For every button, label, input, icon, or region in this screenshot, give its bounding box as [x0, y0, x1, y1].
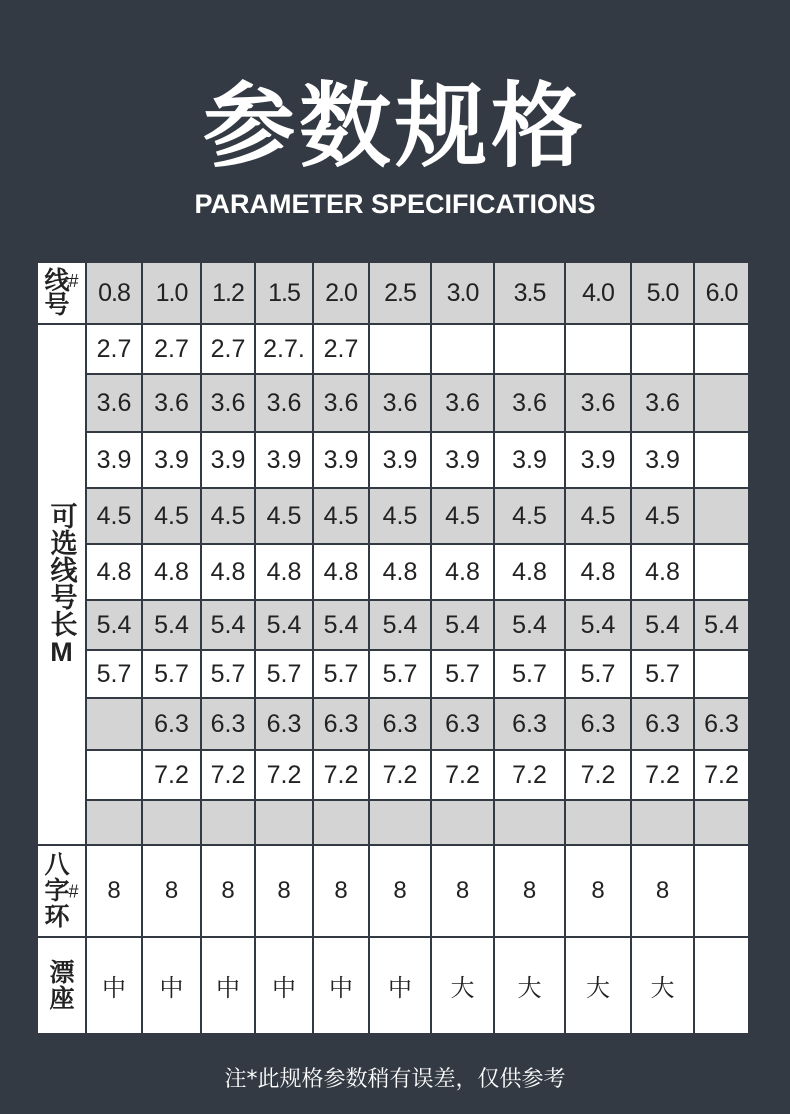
- length-cell: 4.8: [494, 544, 565, 600]
- length-cell: 5.4: [201, 600, 255, 650]
- ring-cell: 8: [631, 845, 694, 937]
- float-cell: 中: [369, 937, 431, 1034]
- spec-table-container: [36, 261, 748, 1026]
- header-label: 线号: [44, 267, 70, 319]
- length-cell: 3.6: [565, 374, 631, 432]
- length-cell: 5.7: [494, 650, 565, 698]
- table-row: [37, 650, 749, 698]
- float-cell: 中: [255, 937, 313, 1034]
- ring-cell: 8: [369, 845, 431, 937]
- length-cell: 3.9: [313, 432, 369, 488]
- length-cell: 4.8: [369, 544, 431, 600]
- length-cell: 4.8: [431, 544, 494, 600]
- length-cell: 5.4: [255, 600, 313, 650]
- length-cell: 4.8: [86, 544, 142, 600]
- table-row: [37, 432, 749, 488]
- float-cell: 中: [313, 937, 369, 1034]
- length-cell: 5.7: [369, 650, 431, 698]
- length-cell: 3.6: [86, 374, 142, 432]
- ring-cell: 8: [142, 845, 201, 937]
- ring-cell: 8: [255, 845, 313, 937]
- length-cell: 5.4: [86, 600, 142, 650]
- length-cell: 3.6: [631, 374, 694, 432]
- length-cell: [694, 544, 749, 600]
- length-cell: [86, 698, 142, 750]
- length-cell: 3.6: [313, 374, 369, 432]
- length-cell: 6.3: [431, 698, 494, 750]
- float-cell: 大: [631, 937, 694, 1034]
- length-cell: [494, 800, 565, 845]
- length-cell: 4.5: [369, 488, 431, 544]
- page-title: 参数规格: [202, 73, 587, 180]
- length-cell: [565, 800, 631, 845]
- float-cell: 中: [201, 937, 255, 1034]
- table-row: [37, 544, 749, 600]
- table-row: [37, 800, 749, 845]
- length-cell: [431, 324, 494, 374]
- table-row: [37, 750, 749, 800]
- table-row: [37, 488, 749, 544]
- length-cell: 3.9: [142, 432, 201, 488]
- length-cell: 6.3: [201, 698, 255, 750]
- length-cell: 4.5: [631, 488, 694, 544]
- length-cell: [86, 750, 142, 800]
- length-cell: [369, 324, 431, 374]
- length-cell: 4.5: [201, 488, 255, 544]
- length-cell: [631, 324, 694, 374]
- length-cell: [565, 324, 631, 374]
- length-cell: 2.7: [313, 324, 369, 374]
- length-cell: 5.4: [694, 600, 749, 650]
- length-cell: 3.6: [142, 374, 201, 432]
- length-cell: 4.8: [565, 544, 631, 600]
- length-cell: 4.8: [631, 544, 694, 600]
- float-cell: 中: [86, 937, 142, 1034]
- ring-cell: 8: [431, 845, 494, 937]
- length-cell: 4.5: [431, 488, 494, 544]
- length-cell: 5.7: [313, 650, 369, 698]
- length-cell: 7.2: [431, 750, 494, 800]
- length-cell: 5.4: [494, 600, 565, 650]
- ring-label-cell: [37, 845, 86, 937]
- length-cell: 2.7: [86, 324, 142, 374]
- length-cell: 5.7: [201, 650, 255, 698]
- side-label-cell: 可选线号长M: [37, 324, 86, 845]
- length-cell: 6.3: [313, 698, 369, 750]
- length-cell: 5.7: [565, 650, 631, 698]
- header-label-cell: [37, 262, 86, 324]
- length-cell: 3.9: [431, 432, 494, 488]
- ring-row: [37, 845, 749, 937]
- thread-size-cell: 3.0: [431, 262, 494, 324]
- length-cell: 3.9: [255, 432, 313, 488]
- length-cell: 7.2: [694, 750, 749, 800]
- length-cell: [694, 650, 749, 698]
- length-cell: 4.5: [313, 488, 369, 544]
- float-cell: 中: [142, 937, 201, 1034]
- length-cell: 4.8: [142, 544, 201, 600]
- thread-size-cell: 1.2: [201, 262, 255, 324]
- length-cell: 6.3: [565, 698, 631, 750]
- table-row: [37, 324, 749, 374]
- thread-size-cell: 0.8: [86, 262, 142, 324]
- length-cell: 4.5: [86, 488, 142, 544]
- ring-cell: [694, 845, 749, 937]
- length-cell: 2.7.: [255, 324, 313, 374]
- length-cell: 2.7: [201, 324, 255, 374]
- length-cell: 7.2: [142, 750, 201, 800]
- thread-size-cell: 5.0: [631, 262, 694, 324]
- length-cell: 6.3: [369, 698, 431, 750]
- length-cell: 6.3: [142, 698, 201, 750]
- length-cell: 5.4: [369, 600, 431, 650]
- length-cell: 3.6: [201, 374, 255, 432]
- length-cell: [694, 324, 749, 374]
- table-header-row: [37, 262, 749, 324]
- length-cell: 7.2: [313, 750, 369, 800]
- length-cell: [255, 800, 313, 845]
- length-cell: 3.6: [255, 374, 313, 432]
- float-cell: 大: [494, 937, 565, 1034]
- length-cell: 3.9: [86, 432, 142, 488]
- length-cell: 7.2: [565, 750, 631, 800]
- length-cell: 3.6: [431, 374, 494, 432]
- ring-cell: 8: [565, 845, 631, 937]
- length-cell: 7.2: [201, 750, 255, 800]
- ring-cell: 8: [86, 845, 142, 937]
- length-cell: 5.7: [255, 650, 313, 698]
- page-subtitle: PARAMETER SPECIFICATIONS: [194, 189, 596, 219]
- header-hash: #: [68, 271, 79, 291]
- length-cell: 4.8: [255, 544, 313, 600]
- thread-size-cell: 4.0: [565, 262, 631, 324]
- ring-cell: 8: [313, 845, 369, 937]
- length-cell: 6.3: [494, 698, 565, 750]
- length-cell: 6.3: [631, 698, 694, 750]
- thread-size-cell: 1.0: [142, 262, 201, 324]
- ring-cell: 8: [494, 845, 565, 937]
- disclaimer-note: 注*此规格参数稍有误差，仅供参考: [224, 1067, 566, 1092]
- float-cell: [694, 937, 749, 1034]
- float-label-cell: [37, 937, 86, 1034]
- length-cell: 6.3: [694, 698, 749, 750]
- length-cell: 4.8: [201, 544, 255, 600]
- length-cell: 3.6: [369, 374, 431, 432]
- length-cell: 2.7: [142, 324, 201, 374]
- length-cell: 4.5: [255, 488, 313, 544]
- length-cell: 5.4: [565, 600, 631, 650]
- length-cell: 7.2: [631, 750, 694, 800]
- length-cell: 3.9: [494, 432, 565, 488]
- length-cell: 4.5: [494, 488, 565, 544]
- length-cell: [431, 800, 494, 845]
- ring-hash: #: [68, 881, 79, 902]
- table-row: [37, 374, 749, 432]
- length-cell: 4.5: [565, 488, 631, 544]
- float-cell: 大: [431, 937, 494, 1034]
- length-cell: 3.9: [631, 432, 694, 488]
- thread-size-cell: 2.0: [313, 262, 369, 324]
- length-cell: 7.2: [369, 750, 431, 800]
- length-cell: 4.5: [142, 488, 201, 544]
- length-cell: 5.7: [431, 650, 494, 698]
- length-cell: 5.4: [431, 600, 494, 650]
- length-cell: [631, 800, 694, 845]
- length-cell: [694, 488, 749, 544]
- length-cell: 7.2: [255, 750, 313, 800]
- length-cell: 3.6: [494, 374, 565, 432]
- float-cell: 大: [565, 937, 631, 1034]
- float-label: 漂座: [49, 958, 75, 1013]
- length-cell: 3.9: [201, 432, 255, 488]
- float-row: [37, 937, 749, 1034]
- thread-size-cell: 6.0: [694, 262, 749, 324]
- length-cell: 5.4: [313, 600, 369, 650]
- length-cell: [694, 432, 749, 488]
- table-row: [37, 600, 749, 650]
- thread-size-cell: 3.5: [494, 262, 565, 324]
- table-row: [37, 698, 749, 750]
- length-cell: [201, 800, 255, 845]
- thread-size-cell: 1.5: [255, 262, 313, 324]
- length-cell: [313, 800, 369, 845]
- length-cell: [369, 800, 431, 845]
- length-cell: 5.7: [86, 650, 142, 698]
- length-cell: 5.7: [631, 650, 694, 698]
- length-cell: 7.2: [494, 750, 565, 800]
- length-cell: [494, 324, 565, 374]
- length-cell: [86, 800, 142, 845]
- length-cell: 5.7: [142, 650, 201, 698]
- length-cell: 3.9: [565, 432, 631, 488]
- length-cell: 5.4: [631, 600, 694, 650]
- ring-cell: 8: [201, 845, 255, 937]
- length-cell: [694, 800, 749, 845]
- thread-size-cell: 2.5: [369, 262, 431, 324]
- length-cell: 6.3: [255, 698, 313, 750]
- length-cell: 5.4: [142, 600, 201, 650]
- length-cell: 4.8: [313, 544, 369, 600]
- spec-table: [36, 261, 750, 1035]
- ring-label: 八字环: [44, 851, 70, 931]
- length-cell: 3.9: [369, 432, 431, 488]
- length-cell: [694, 374, 749, 432]
- length-cell: [142, 800, 201, 845]
